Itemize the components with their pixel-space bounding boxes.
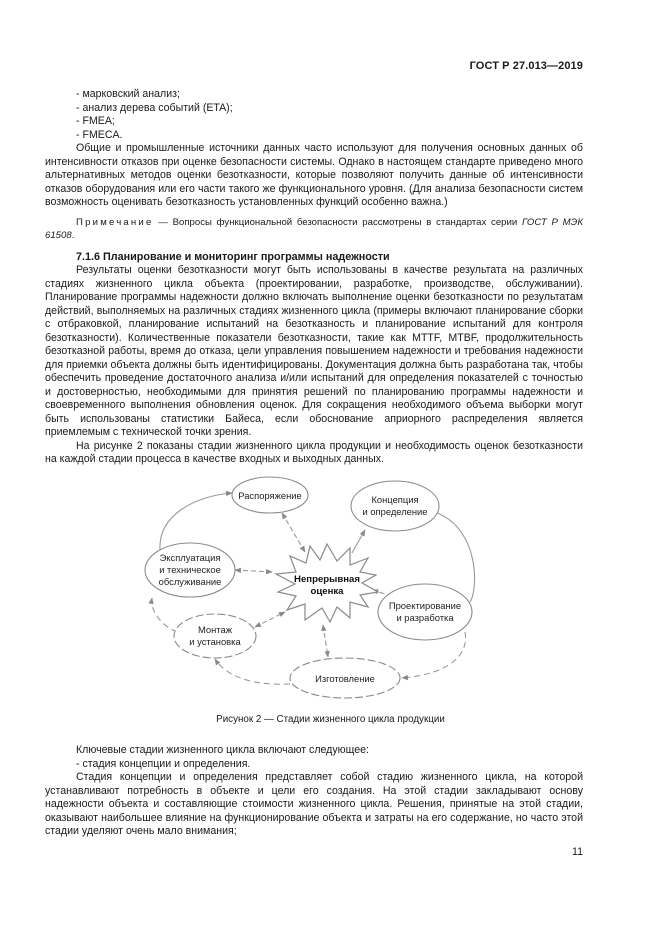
node-concept-label-1: Концепция bbox=[371, 494, 419, 505]
document-header: ГОСТ Р 27.013—2019 bbox=[469, 60, 583, 72]
node-install-label-2: и установка bbox=[189, 636, 241, 647]
note-text: — Вопросы функциональной безопасности рассмотрены в стандартах серии bbox=[153, 216, 522, 228]
list-item: - FMECA. bbox=[76, 128, 123, 141]
center-label-line2: оценка bbox=[310, 586, 344, 597]
list-item: - стадия концепции и определения. bbox=[76, 757, 251, 770]
note bbox=[45, 216, 583, 242]
paragraph-concept-stage: Стадия концепции и определения представляет собой стадию жизненного цикла, на которой устанавливают потребность в объекте и цели его создания. На этой стадии закладывают основу надежности объекта и составляющие стоимости жизненного цикла. Решения, принятые на этой стадии, оказывают наибольшее влияние на функционирование объекта и затраты на его содержание, но часто этой стадии уделяют очень мало внимания; bbox=[45, 771, 583, 837]
list-item: - анализ дерева событий (ETA); bbox=[76, 101, 233, 114]
list-item: - марковский анализ; bbox=[76, 88, 180, 100]
note-end: . bbox=[71, 229, 75, 241]
node-operation-label-2: и техническое bbox=[159, 564, 221, 575]
note-reference: ГОСТ Р МЭК 61508 bbox=[45, 216, 583, 241]
paragraph-reliability-program: Результаты оценки безотказности могут быть использованы в качестве результата на различных стадиях жизненного цикла объекта (проектировании, разработке, производстве, обслуживании). Планирование программы надежности должно включать выполнение оценки безотказности по результатам действий, выполняемых на различных стадиях жизненного цикла (примеры включают планирование сборки с отбраковкой, планирование испытаний на безотказность и планирование испытаний для контроля безотказности). Количественные показатели безотказности, такие как MTTF, MTBF, продолжительность безотказной работы, время до отказа, цели управления повышением надежности и требования надежности для приемки объекта должны быть идентифицированы. Документация должна быть разработана так, чтобы обеспечить проведение достаточного анализа и/или испытаний для определения показателей с точностью и достоверностью, необходимыми для принятия решений по планированию программы надежности и своевременного выполнения обновления оценок. Для сокращения необходимого объема выборки могут быть использованы статистики Байеса, если обоснование априорного распределения является приемлемым с технической точки зрения. bbox=[45, 264, 583, 438]
node-manufacture-label: Изготовление bbox=[315, 673, 375, 684]
node-concept-label-2: и определение bbox=[362, 506, 428, 517]
node-disposal-label: Распоряжение bbox=[238, 490, 302, 501]
note-label: Примечание bbox=[76, 216, 154, 228]
node-design-label-1: Проектирование bbox=[388, 600, 462, 611]
figure-caption: Рисунок 2 — Стадии жизненного цикла продукции bbox=[216, 714, 445, 725]
top-text-block bbox=[45, 88, 583, 467]
node-install-label-1: Монтаж bbox=[198, 624, 232, 635]
lifecycle-diagram bbox=[0, 460, 661, 700]
node-operation-label-1: Эксплуатация bbox=[159, 552, 221, 563]
node-operation-label-3: обслуживание bbox=[158, 576, 222, 587]
paragraph-key-stages: Ключевые стадии жизненного цикла включают следующее: bbox=[76, 744, 369, 756]
section-heading: 7.1.6 Планирование и мониторинг программы надежности bbox=[76, 250, 390, 263]
node-design-label-2: и разработка bbox=[396, 612, 454, 623]
list-item: - FMEA; bbox=[76, 115, 115, 127]
after-figure-block bbox=[45, 744, 583, 839]
page-number: 11 bbox=[572, 846, 583, 858]
center-label-line1: Непрерывная bbox=[294, 574, 360, 585]
paragraph-data-sources: Общие и промышленные источники данных часто используют для получения основных данных об интенсивности отказов при оценке безопасности системы. Однако в настоящем стандарте приведено много альтернативных методов оценки безотказности, которые позволяют получить данные об интенсивности отказов оборудования или его части такого же функционального уровня. (Для анализа безопасности систем возможность оценивать безотказность установленных функций особенно важна.) bbox=[45, 142, 583, 208]
paragraph-figure-reference: На рисунке 2 показаны стадии жизненного цикла продукции и необходимость оценок безотказности на каждой стадии процесса в качестве входных и выходных данных. bbox=[45, 439, 583, 465]
